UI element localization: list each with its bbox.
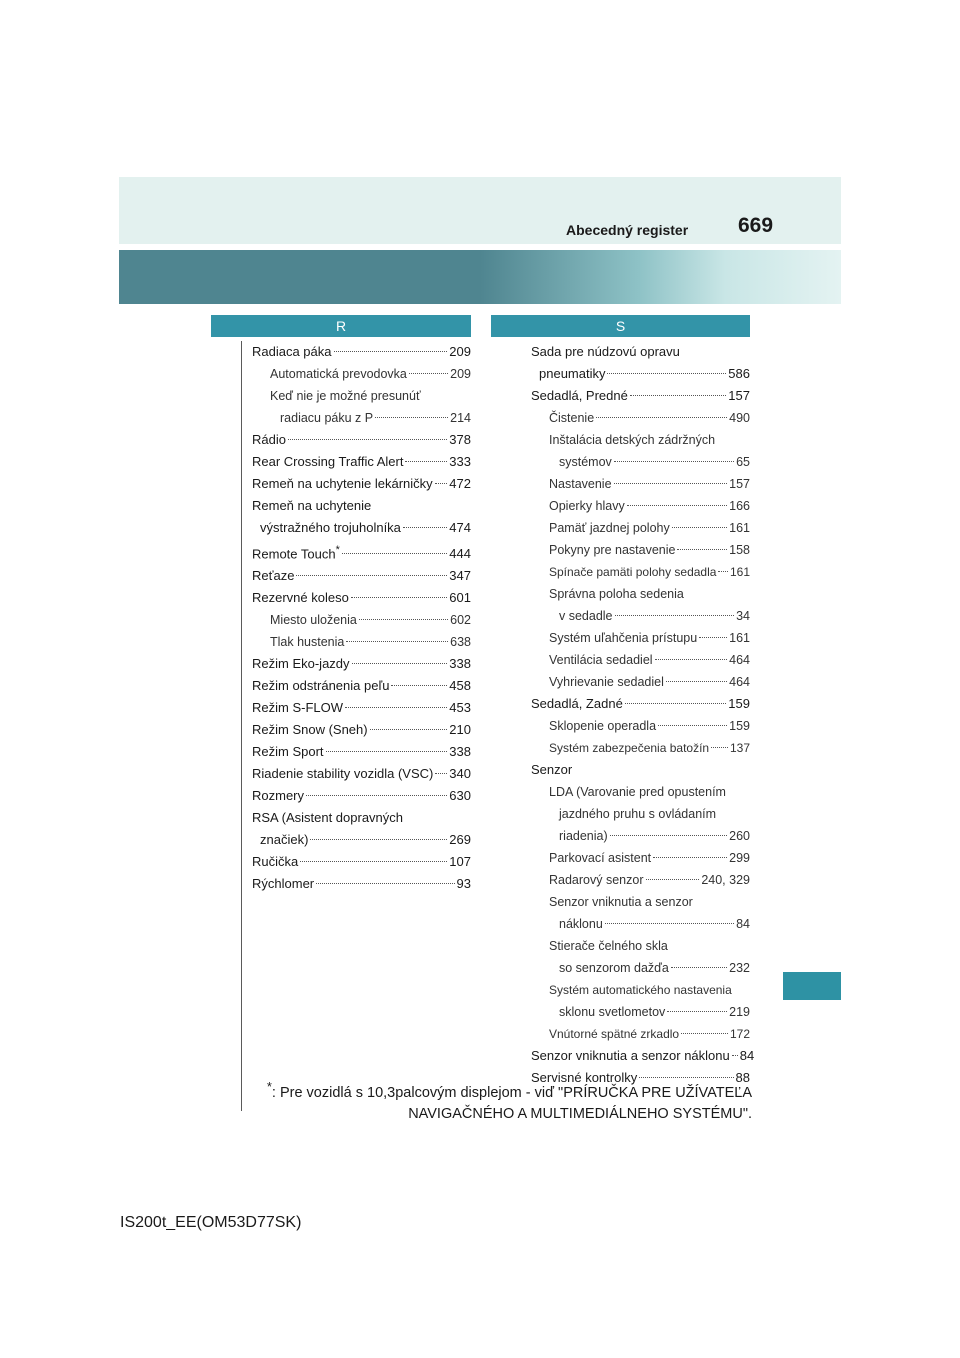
index-entry: Reťaze 347 <box>252 568 471 584</box>
index-subentry: Systém zabezpečenia batožín 137 <box>549 741 750 755</box>
header-band <box>119 177 841 244</box>
index-subentry: riadenia) 260 <box>559 829 750 843</box>
index-subentry: Inštalácia detských zádržných <box>549 433 716 447</box>
index-subentry: Parkovací asistent 299 <box>549 851 750 865</box>
index-entry: značiek) 269 <box>260 832 471 848</box>
index-entry: RSA (Asistent dopravných <box>252 810 404 826</box>
index-entry: Servisné kontrolky 88 <box>531 1070 750 1085</box>
index-entry: Ručička 107 <box>252 854 471 870</box>
index-entry: Sedadlá, Predné 157 <box>531 388 750 403</box>
index-entry: Rádio 378 <box>252 432 471 447</box>
index-subentry: Ventilácia sedadiel 464 <box>549 653 750 667</box>
index-subentry: Vnútorné spätné zrkadlo 172 <box>549 1027 750 1041</box>
index-subentry: Stierače čelného skla <box>549 939 668 953</box>
index-subentry: Čistenie 490 <box>549 411 750 425</box>
index-entry: Sada pre núdzovú opravu <box>531 344 680 359</box>
index-subentry: Správna poloha sedenia <box>549 587 684 601</box>
index-entry: Režim Snow (Sneh) 210 <box>252 722 471 738</box>
index-entry: Režim Sport 338 <box>252 744 471 760</box>
index-subentry: Pamäť jazdnej polohy 161 <box>549 521 750 535</box>
section-thumb-tab <box>783 972 841 1000</box>
index-entry: Rezervné koleso 601 <box>252 590 471 606</box>
index-entry: Senzor <box>531 762 573 777</box>
index-subentry: Miesto uloženia 602 <box>270 613 471 628</box>
index-subentry: Systém uľahčenia prístupu 161 <box>549 631 750 645</box>
index-column-r <box>252 341 471 895</box>
index-column-s <box>531 341 755 1089</box>
index-entry: Senzor vniknutia a senzor náklonu 84 <box>531 1048 755 1063</box>
footnote-mark: * <box>266 1079 272 1094</box>
index-entry: Sedadlá, Zadné 159 <box>531 696 750 711</box>
index-subentry: Tlak hustenia 638 <box>270 635 471 650</box>
index-entry: Rýchlomer 93 <box>252 876 471 892</box>
index-entry: Remeň na uchytenie <box>252 498 372 513</box>
index-entry: Riadenie stability vozidla (VSC) 340 <box>252 766 471 782</box>
index-entry: Režim S-FLOW 453 <box>252 700 471 716</box>
index-subentry: jazdného pruhu s ovládaním <box>559 807 717 821</box>
index-subentry: Nastavenie 157 <box>549 477 750 491</box>
document-code: IS200t_EE(OM53D77SK) <box>120 1214 302 1231</box>
index-entry: pneumatiky 586 <box>539 366 750 381</box>
index-entry: Remote Touch* 444 <box>252 544 471 562</box>
index-entry: Rear Crossing Traffic Alert 333 <box>252 454 471 469</box>
index-entry: Rozmery 630 <box>252 788 471 804</box>
index-subentry: Senzor vniknutia a senzor <box>549 895 693 909</box>
index-subentry: Radarový senzor 240, 329 <box>549 873 750 887</box>
index-subentry: Automatická prevodovka 209 <box>270 367 471 381</box>
index-subentry: sklonu svetlometov 219 <box>559 1005 750 1019</box>
page-number: 669 <box>738 214 774 237</box>
index-entry: Radiaca páka 209 <box>252 344 471 359</box>
margin-rule <box>241 341 242 1111</box>
index-subentry: Spínače pamäti polohy sedadla 161 <box>549 565 750 579</box>
index-subentry: Opierky hlavy 166 <box>549 499 750 513</box>
index-subentry: v sedadle 34 <box>559 609 750 623</box>
index-entry: Režim odstránenia peľu 458 <box>252 678 471 694</box>
index-subentry: so senzorom dažďa 232 <box>559 961 750 975</box>
index-subentry: systémov 65 <box>559 455 750 469</box>
index-subentry: Sklopenie operadla 159 <box>549 719 750 733</box>
index-subentry: Pokyny pre nastavenie 158 <box>549 543 750 557</box>
letter-heading-r: R <box>211 315 471 337</box>
footnote: *: Pre vozidlá s 10,3palcovým displejom - viď "PRÍRUČKA PRE UŽÍVATEĽA NAVIGAČNÉHO A MULTIMEDIÁLNEHO SYSTÉMU". <box>266 1079 752 1122</box>
index-subentry: Systém automatického nastavenia <box>549 983 732 997</box>
decorative-gradient-bar <box>119 250 841 304</box>
index-subentry: radiacu páku z P 214 <box>280 411 471 425</box>
index-subentry: náklonu 84 <box>559 917 750 931</box>
index-subentry: LDA (Varovanie pred opustením <box>549 785 726 799</box>
index-subentry: Vyhrievanie sedadiel 464 <box>549 675 750 689</box>
index-entry: Remeň na uchytenie lekárničky 472 <box>252 476 471 491</box>
index-entry: výstražného trojuholníka 474 <box>260 520 471 535</box>
footnote-mark: * <box>335 544 340 556</box>
running-header-title: Abecedný register <box>566 222 689 238</box>
index-subentry: Keď nie je možné presunúť <box>270 389 421 403</box>
index-entry: Režim Eko-jazdy 338 <box>252 656 471 672</box>
letter-heading-s: S <box>491 315 750 337</box>
